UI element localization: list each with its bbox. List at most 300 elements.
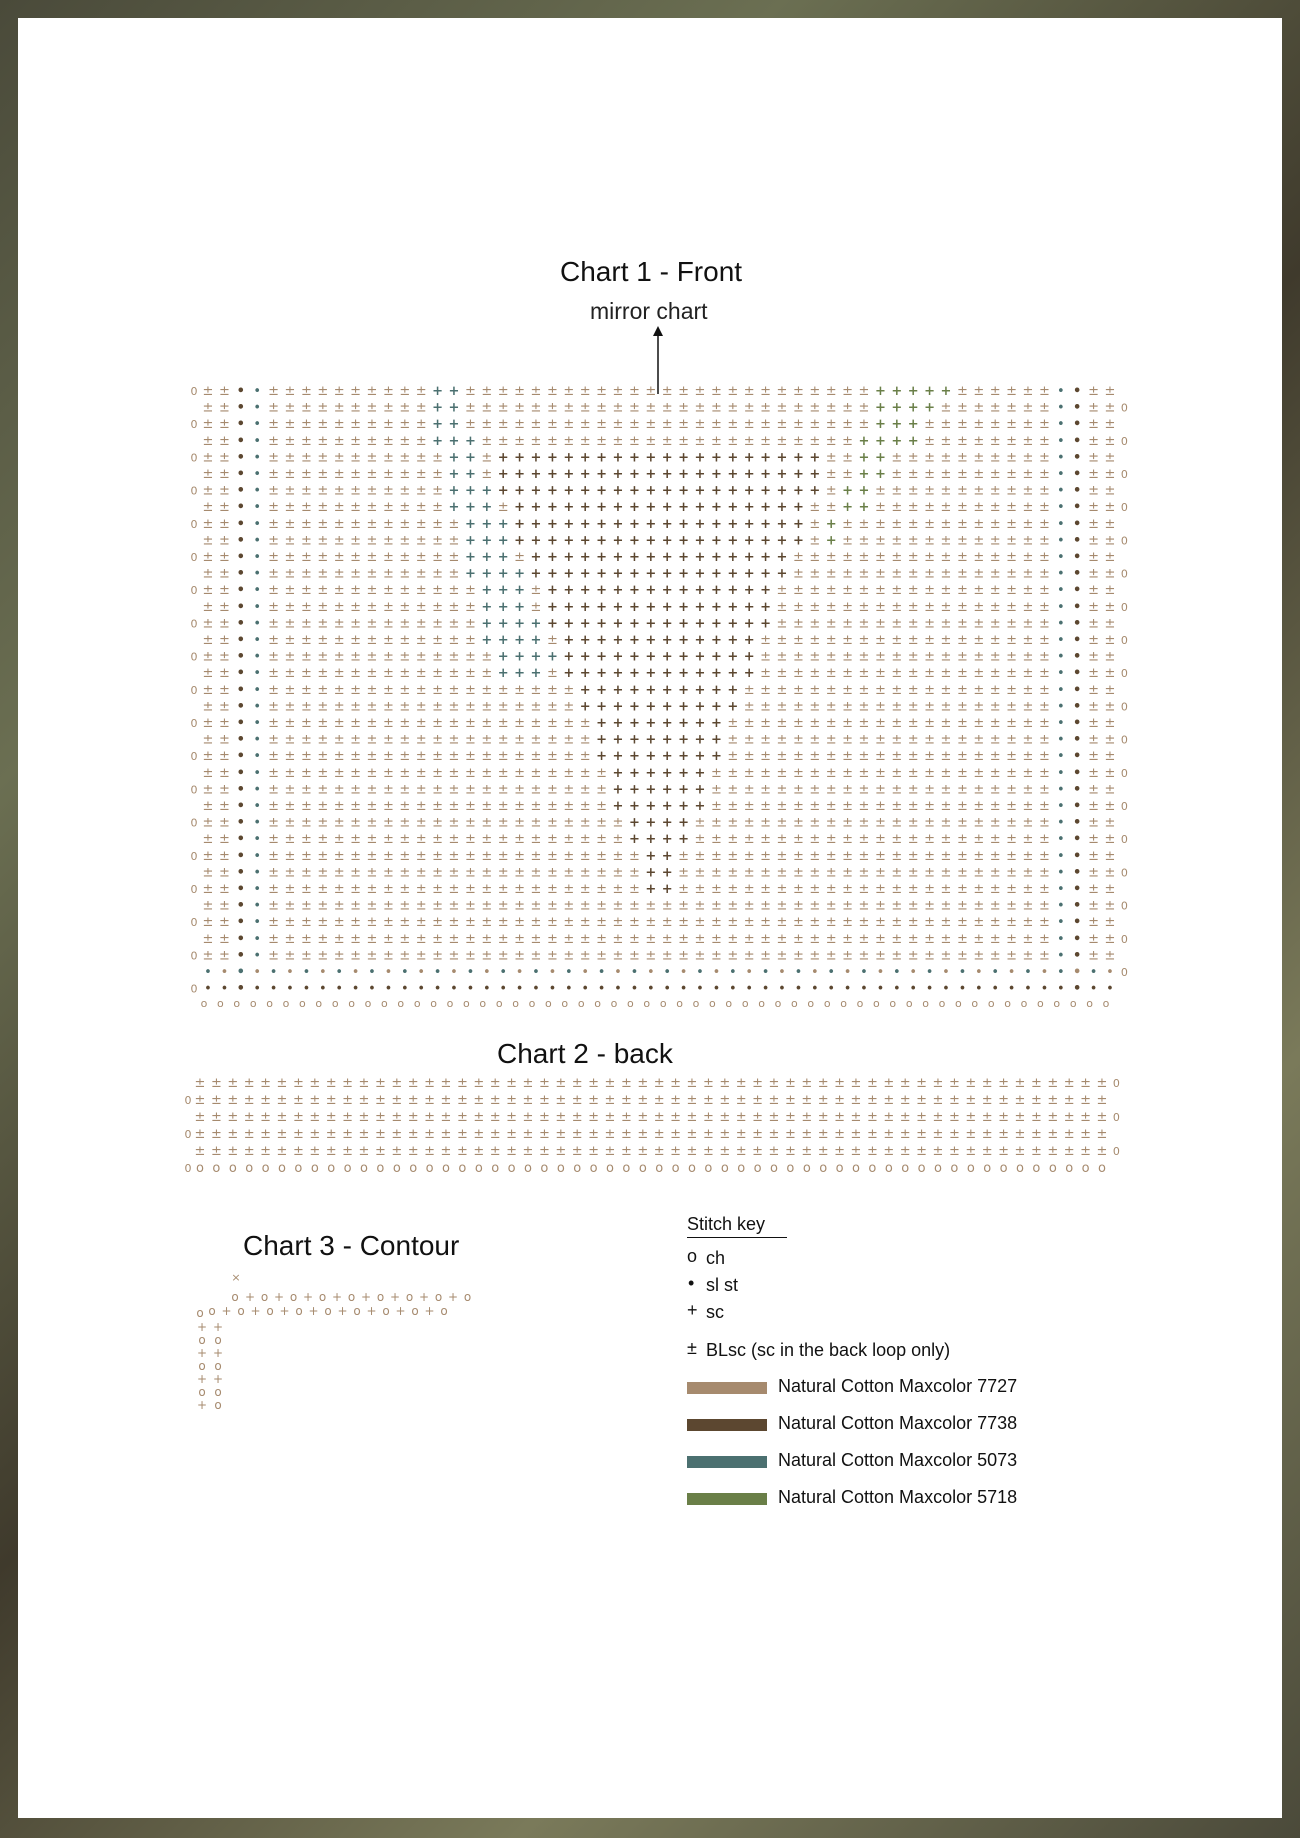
stitch-symbol: ±	[415, 666, 427, 682]
stitch-symbol: ±	[825, 384, 837, 399]
stitch-symbol: •	[1056, 533, 1065, 549]
stitch-symbol: +	[448, 483, 460, 499]
stitch-symbol: o	[212, 1161, 221, 1176]
stitch-symbol: ±	[776, 931, 788, 947]
stitch-symbol: •	[1073, 666, 1082, 682]
stitch-symbol: ±	[202, 400, 214, 416]
stitch-symbol: +	[596, 682, 608, 698]
stitch-symbol: ±	[546, 898, 558, 914]
stitch-symbol: ±	[202, 716, 214, 731]
stitch-symbol: ±	[1006, 815, 1018, 831]
stitch-symbol: ±	[399, 467, 411, 482]
stitch-symbol: ±	[940, 915, 952, 931]
stitch-symbol: ±	[1088, 500, 1100, 516]
stitch-symbol: ±	[1104, 533, 1116, 549]
row-marker: 0	[1120, 434, 1128, 448]
stitch-symbol: ±	[284, 915, 296, 931]
stitch-symbol: ±	[317, 782, 329, 798]
stitch-symbol: ±	[497, 832, 509, 848]
chain-stitch: o	[659, 997, 667, 1011]
stitch-symbol: •	[1056, 782, 1065, 798]
stitch-symbol: ±	[940, 848, 952, 864]
stitch-symbol: +	[694, 467, 706, 482]
stitch-symbol: o	[589, 1161, 598, 1176]
stitch-symbol: +	[596, 749, 608, 765]
stitch-symbol: ±	[907, 533, 919, 549]
stitch-symbol: ±	[1030, 1144, 1042, 1159]
stitch-symbol: +	[710, 699, 722, 715]
stitch-symbol: +	[694, 533, 706, 549]
stitch-symbol: ±	[464, 915, 476, 931]
stitch-symbol: •	[236, 599, 245, 615]
stitch-symbol: ±	[218, 417, 230, 433]
chain-stitch: o	[1053, 997, 1061, 1011]
stitch-symbol: ±	[686, 1144, 698, 1159]
stitch-symbol: ±	[907, 948, 919, 964]
stitch-symbol: ±	[268, 915, 280, 931]
stitch-symbol: ±	[1047, 1076, 1059, 1091]
stitch-symbol: +	[628, 732, 640, 748]
stitch-symbol: ±	[907, 616, 919, 632]
stitch-symbol: ±	[825, 616, 837, 632]
stitch-symbol: ±	[1038, 799, 1050, 814]
stitch-symbol: ±	[858, 799, 870, 814]
stitch-symbol: ±	[300, 749, 312, 765]
stitch-symbol: +	[760, 450, 772, 466]
stitch-symbol: ±	[563, 732, 575, 748]
stitch-symbol: +	[678, 533, 690, 549]
stitch-symbol: ±	[317, 948, 329, 964]
stitch-symbol: ±	[645, 400, 657, 416]
stitch-symbol: ±	[973, 848, 985, 864]
stitch-symbol: ±	[760, 633, 772, 648]
stitch-symbol: ±	[563, 882, 575, 897]
stitch-symbol: ±	[497, 815, 509, 831]
stitch-symbol: ±	[784, 1127, 796, 1142]
stitch-symbol: •	[564, 965, 573, 980]
stitch-symbol: ±	[407, 1110, 419, 1125]
stitch-symbol: ±	[776, 882, 788, 897]
stitch-symbol: +	[530, 649, 542, 665]
stitch-symbol: +	[596, 699, 608, 715]
stitch-symbol: ±	[907, 699, 919, 715]
stitch-symbol: ±	[760, 882, 772, 897]
stitch-symbol: ±	[546, 931, 558, 947]
row-marker: 0	[1112, 1077, 1120, 1090]
stitch-symbol: ±	[202, 616, 214, 632]
stitch-symbol: ±	[366, 815, 378, 831]
chain-stitch: o	[495, 997, 503, 1011]
stitch-symbol: ±	[1022, 533, 1034, 549]
stitch-symbol: ±	[514, 765, 526, 781]
stitch-symbol: ±	[218, 649, 230, 665]
stitch-symbol: ±	[350, 848, 362, 864]
stitch-symbol: ±	[998, 1076, 1010, 1091]
stitch-symbol: +	[776, 483, 788, 499]
stitch-symbol: •	[646, 981, 655, 997]
stitch-symbol: ±	[415, 865, 427, 881]
stitch-symbol: +	[448, 400, 460, 416]
stitch-symbol: ±	[432, 666, 444, 682]
stitch-symbol: ±	[1022, 948, 1034, 964]
stitch-symbol: +	[678, 732, 690, 748]
stitch-symbol: ±	[1038, 400, 1050, 416]
stitch-symbol: ±	[907, 765, 919, 781]
stitch-symbol: ±	[268, 898, 280, 914]
stitch-symbol: •	[1073, 566, 1082, 582]
stitch-symbol: ±	[1063, 1110, 1075, 1125]
stitch-symbol: ±	[702, 1110, 714, 1125]
stitch-symbol: ±	[317, 500, 329, 516]
stitch-symbol: ±	[825, 400, 837, 416]
stitch-symbol: ±	[415, 633, 427, 648]
stitch-symbol: +	[727, 450, 739, 466]
stitch-symbol: •	[1073, 799, 1082, 814]
stitch-symbol: ±	[866, 1127, 878, 1142]
stitch-symbol: ±	[735, 1127, 747, 1142]
stitch-symbol: +	[661, 483, 673, 499]
stitch-symbol: ±	[366, 616, 378, 632]
stitch-symbol: ±	[284, 583, 296, 599]
stitch-symbol: ±	[956, 417, 968, 433]
stitch-symbol: ±	[809, 384, 821, 399]
stitch-symbol: ±	[989, 533, 1001, 549]
stitch-symbol: ±	[1088, 467, 1100, 482]
stitch-symbol: ±	[1022, 699, 1034, 715]
stitch-symbol: ±	[956, 915, 968, 931]
stitch-symbol: ±	[956, 533, 968, 549]
stitch-symbol: ±	[284, 599, 296, 615]
stitch-symbol: ±	[300, 848, 312, 864]
stitch-symbol: ±	[432, 948, 444, 964]
stitch-symbol: ±	[497, 882, 509, 897]
stitch-symbol: ±	[1080, 1093, 1092, 1108]
stitch-symbol: +	[678, 765, 690, 781]
stitch-symbol: +	[645, 832, 657, 848]
stitch-symbol: ±	[678, 848, 690, 864]
stitch-symbol: ±	[333, 882, 345, 897]
stitch-symbol: ±	[546, 384, 558, 399]
stitch-symbol: +	[628, 450, 640, 466]
stitch-symbol: +	[891, 433, 903, 449]
stitch-symbol: ±	[366, 599, 378, 615]
stitch-symbol: ±	[317, 832, 329, 848]
stitch-symbol: ±	[382, 832, 394, 848]
stitch-symbol: ±	[710, 915, 722, 931]
stitch-symbol: ±	[776, 583, 788, 599]
stitch-symbol: •	[269, 965, 278, 980]
stitch-symbol: •	[876, 965, 885, 980]
stitch-symbol: ±	[760, 384, 772, 399]
stitch-symbol: ±	[776, 682, 788, 698]
stitch-symbol: ±	[973, 649, 985, 665]
stitch-symbol: ±	[809, 898, 821, 914]
stitch-symbol: +	[464, 550, 476, 565]
stitch-symbol: ±	[374, 1076, 386, 1091]
stitch-symbol: ±	[760, 832, 772, 848]
stitch-symbol: +	[645, 682, 657, 698]
stitch-symbol: ±	[735, 1093, 747, 1108]
stitch-symbol: +	[776, 550, 788, 565]
stitch-symbol: ±	[284, 467, 296, 482]
stitch-symbol: ±	[1104, 583, 1116, 599]
stitch-symbol: ±	[752, 1144, 764, 1159]
stitch-symbol: ±	[1088, 384, 1100, 399]
stitch-symbol: •	[778, 965, 786, 980]
stitch-symbol: •	[204, 981, 212, 997]
stitch-symbol: ±	[842, 433, 854, 449]
stitch-symbol: ±	[366, 633, 378, 648]
stitch-symbol: ±	[333, 931, 345, 947]
stitch-symbol: ±	[1096, 1110, 1108, 1125]
stitch-symbol: +	[628, 799, 640, 814]
color-swatch-7738	[687, 1419, 767, 1431]
stitch-symbol: ±	[727, 882, 739, 897]
stitch-symbol: ±	[973, 782, 985, 798]
stitch-symbol: ±	[415, 516, 427, 532]
stitch-symbol: ±	[874, 782, 886, 798]
stitch-symbol: ±	[809, 732, 821, 748]
stitch-symbol: ±	[366, 865, 378, 881]
stitch-symbol: •	[400, 981, 409, 997]
stitch-symbol: ±	[350, 799, 362, 814]
stitch-symbol: +	[661, 799, 673, 814]
stitch-symbol: +	[497, 583, 509, 599]
stitch-symbol: ±	[809, 799, 821, 814]
stitch-symbol: ±	[792, 931, 804, 947]
stitch-symbol: ±	[350, 616, 362, 632]
stitch-symbol: +	[612, 699, 624, 715]
stitch-symbol: •	[236, 400, 245, 416]
stitch-symbol: ±	[481, 732, 493, 748]
chain-stitch: o	[807, 997, 815, 1011]
chain-stitch: o	[856, 997, 864, 1011]
stitch-symbol: ±	[760, 732, 772, 748]
stitch-symbol: ±	[243, 1110, 255, 1125]
stitch-symbol: •	[253, 765, 262, 781]
stitch-symbol: •	[843, 981, 852, 997]
stitch-symbol: o	[1065, 1161, 1074, 1176]
stitch-symbol: +	[760, 483, 772, 499]
stitch-symbol: ±	[497, 848, 509, 864]
stitch-symbol: ±	[579, 716, 591, 731]
stitch-symbol: +	[464, 566, 476, 582]
stitch-symbol: ±	[415, 732, 427, 748]
stitch-symbol: ±	[1006, 732, 1018, 748]
stitch-symbol: ±	[809, 633, 821, 648]
stitch-symbol: ±	[792, 716, 804, 731]
stitch-symbol: ±	[776, 649, 788, 665]
stitch-symbol: +	[858, 450, 870, 466]
stitch-symbol: ±	[464, 782, 476, 798]
stitch-symbol: ±	[399, 948, 411, 964]
stitch-symbol: ±	[382, 417, 394, 433]
stitch-symbol: ±	[989, 483, 1001, 499]
stitch-symbol: ±	[325, 1076, 337, 1091]
row-marker: 0	[190, 783, 198, 797]
stitch-symbol: •	[253, 965, 262, 980]
stitch-symbol: ±	[1088, 931, 1100, 947]
stitch-symbol: +	[432, 384, 444, 399]
stitch-symbol: ±	[530, 384, 542, 399]
stitch-symbol: ±	[743, 799, 755, 814]
stitch-symbol: o	[720, 1161, 729, 1176]
stitch-symbol: ±	[825, 732, 837, 748]
stitch-symbol: ±	[202, 815, 214, 831]
stitch-symbol: ±	[776, 848, 788, 864]
stitch-symbol: +	[546, 483, 558, 499]
stitch-symbol: ±	[448, 865, 460, 881]
stitch-symbol: +	[678, 699, 690, 715]
stitch-symbol: +	[727, 533, 739, 549]
stitch-symbol: ±	[825, 433, 837, 449]
stitch-symbol: ±	[842, 633, 854, 648]
stitch-symbol: ±	[284, 898, 296, 914]
stitch-symbol: ±	[317, 599, 329, 615]
stitch-symbol: ±	[940, 400, 952, 416]
stitch-symbol: +	[661, 583, 673, 599]
stitch-symbol: ±	[284, 732, 296, 748]
stitch-symbol: ±	[678, 898, 690, 914]
stitch-symbol: •	[925, 965, 934, 980]
stitch-symbol: ±	[710, 384, 722, 399]
stitch-symbol: ±	[760, 865, 772, 881]
stitch-symbol: +	[743, 616, 755, 632]
stitch-symbol: ±	[776, 898, 788, 914]
stitch-symbol: ±	[998, 1093, 1010, 1108]
sc-stitch: +	[196, 1346, 208, 1360]
stitch-symbol: ±	[973, 616, 985, 632]
stitch-symbol: ±	[891, 550, 903, 565]
stitch-symbol: ±	[792, 882, 804, 897]
stitch-symbol: ±	[514, 931, 526, 947]
stitch-symbol: ±	[464, 749, 476, 765]
stitch-symbol: •	[236, 433, 245, 449]
stitch-symbol: ±	[924, 749, 936, 765]
stitch-symbol: •	[892, 965, 901, 980]
stitch-symbol: ±	[628, 931, 640, 947]
stitch-symbol: ±	[350, 550, 362, 565]
stitch-symbol: o	[573, 1161, 582, 1176]
stitch-symbol: ±	[973, 666, 985, 682]
stitch-symbol: ±	[604, 1144, 616, 1159]
stitch-symbol: ±	[358, 1093, 370, 1108]
stitch-symbol: ±	[1006, 832, 1018, 848]
stitch-symbol: ±	[874, 882, 886, 897]
stitch-symbol: ±	[1063, 1144, 1075, 1159]
stitch-symbol: +	[760, 467, 772, 482]
stitch-symbol: ±	[752, 1127, 764, 1142]
stitch-symbol: +	[792, 533, 804, 549]
stitch-symbol: •	[1056, 516, 1065, 532]
stitch-symbol: ±	[1006, 516, 1018, 532]
stitch-symbol: ±	[522, 1127, 534, 1142]
stitch-symbol: ±	[309, 1144, 321, 1159]
stitch-symbol: ±	[874, 682, 886, 698]
stitch-symbol: ±	[792, 633, 804, 648]
stitch-symbol: ±	[1088, 566, 1100, 582]
stitch-symbol: ±	[268, 533, 280, 549]
stitch-symbol: ±	[350, 599, 362, 615]
stitch-symbol: •	[253, 500, 262, 516]
row-marker: 0	[190, 883, 198, 896]
stitch-symbol: ±	[268, 865, 280, 881]
stitch-symbol: ±	[727, 815, 739, 831]
stitch-symbol: +	[743, 649, 755, 665]
stitch-symbol: ±	[710, 799, 722, 814]
stitch-symbol: +	[628, 550, 640, 565]
stitch-symbol: ±	[694, 400, 706, 416]
stitch-symbol: +	[743, 599, 755, 615]
stitch-symbol: +	[579, 566, 591, 582]
stitch-symbol: •	[466, 981, 475, 997]
stitch-symbol: ±	[1006, 649, 1018, 665]
stitch-symbol: ±	[300, 948, 312, 964]
stitch-symbol: ±	[727, 732, 739, 748]
stitch-symbol: ±	[391, 1144, 403, 1159]
sc-stitch: +	[273, 1290, 285, 1304]
stitch-symbol: ±	[563, 400, 575, 416]
stitch-symbol: +	[546, 583, 558, 599]
stitch-symbol: ±	[1022, 483, 1034, 499]
stitch-symbol: ±	[284, 616, 296, 632]
stitch-symbol: +	[874, 467, 886, 482]
stitch-symbol: ±	[432, 749, 444, 765]
stitch-symbol: ±	[514, 865, 526, 881]
stitch-symbol: ±	[670, 1093, 682, 1108]
stitch-symbol: +	[907, 384, 919, 399]
stitch-symbol: •	[286, 965, 294, 980]
stitch-symbol: ±	[210, 1144, 222, 1159]
stitch-symbol: ±	[989, 583, 1001, 599]
stitch-symbol: ±	[940, 467, 952, 482]
stitch-symbol: ±	[358, 1110, 370, 1125]
stitch-symbol: ±	[842, 882, 854, 897]
chain-stitch: o	[463, 997, 470, 1011]
stitch-symbol: ±	[399, 699, 411, 715]
stitch-symbol: ±	[842, 599, 854, 615]
stitch-symbol: ±	[325, 1144, 337, 1159]
sc-stitch: +	[196, 1320, 208, 1334]
stitch-symbol: ±	[1022, 599, 1034, 615]
stitch-symbol: ±	[317, 815, 329, 831]
stitch-symbol: ±	[448, 782, 460, 798]
stitch-symbol: ±	[415, 765, 427, 781]
stitch-symbol: •	[253, 948, 262, 964]
stitch-symbol: ±	[563, 865, 575, 881]
stitch-symbol: ±	[645, 931, 657, 947]
stitch-symbol: •	[1073, 882, 1082, 897]
stitch-symbol: ±	[932, 1093, 944, 1108]
stitch-symbol: ±	[973, 716, 985, 731]
stitch-symbol: ±	[866, 1144, 878, 1159]
stitch-symbol: ±	[415, 583, 427, 599]
stitch-symbol: ±	[940, 599, 952, 615]
stitch-symbol: •	[335, 981, 344, 997]
stitch-symbol: +	[678, 682, 690, 698]
stitch-symbol: ±	[546, 682, 558, 698]
stitch-symbol: ±	[956, 433, 968, 449]
stitch-symbol: ±	[317, 400, 329, 416]
stitch-symbol: ±	[342, 1144, 354, 1159]
stitch-symbol: ±	[891, 566, 903, 582]
row-marker: 0	[190, 451, 198, 465]
stitch-symbol: ±	[333, 599, 345, 615]
stitch-symbol: ±	[530, 599, 542, 615]
stitch-symbol: +	[678, 633, 690, 648]
stitch-symbol: ±	[1006, 716, 1018, 731]
stitch-symbol: ±	[743, 417, 755, 433]
